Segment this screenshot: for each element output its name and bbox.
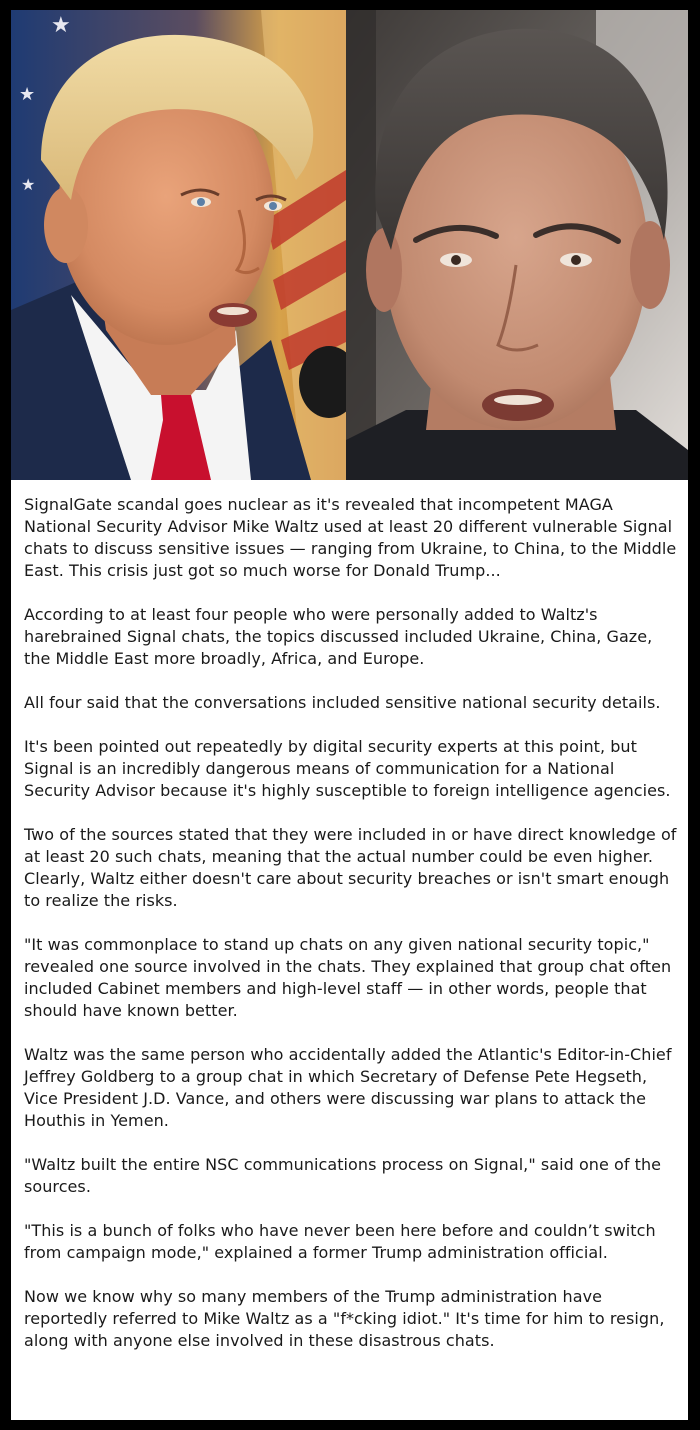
paragraph: It's been pointed out repeatedly by digital security experts at this point, but Signal is an incredibly dangerous means of communication for a National Security Advisor because it's highly susceptible to foreign intelligence agencies. bbox=[24, 737, 671, 800]
paragraph: All four said that the conversations included sensitive national security details. bbox=[24, 693, 661, 712]
post-card bbox=[11, 10, 688, 1420]
paragraph: "Waltz built the entire NSC communications process on Signal," said one of the sources. bbox=[24, 1155, 662, 1196]
waltz-photo bbox=[346, 10, 688, 480]
svg-text:★: ★ bbox=[51, 13, 71, 38]
header-photos bbox=[11, 10, 688, 480]
paragraph: Waltz was the same person who accidentally added the Atlantic's Editor-in-Chief Jeffrey Goldberg to a group chat in which Secretary of Defense Pete Hegseth, Vice President J.D. Vance, and others were discussing war plans to attack the Houthis in Yemen. bbox=[24, 1045, 672, 1130]
svg-text:★: ★ bbox=[19, 84, 36, 105]
paragraph: Now we know why so many members of the Trump administration have reportedly referred to Mike Waltz as a "f*cking idiot." It's time for him to resign, along with anyone else involved in these disastrous chats. bbox=[24, 1287, 665, 1350]
svg-text:★: ★ bbox=[21, 175, 36, 194]
trump-photo bbox=[11, 10, 346, 480]
paragraph: "This is a bunch of folks who have never been here before and couldn’t switch from campaign mode," explained a former Trump administration official. bbox=[24, 1221, 656, 1262]
paragraph: Two of the sources stated that they were included in or have direct knowledge of at least 20 such chats, meaning that the actual number could be even higher. Clearly, Waltz either doesn't care about security breaches or isn't smart enough to realize the risks. bbox=[24, 825, 677, 910]
paragraph: "It was commonplace to stand up chats on any given national security topic," revealed one source involved in the chats. They explained that group chat often included Cabinet members and high-level staff — in other words, people that should have known better. bbox=[24, 935, 672, 1020]
article-body bbox=[24, 494, 680, 1352]
paragraph: SignalGate scandal goes nuclear as it's revealed that incompetent MAGA National Security Advisor Mike Waltz used at least 20 different vulnerable Signal chats to discuss sensitive issues — ranging from Ukraine, to China, to the Middle East. This crisis just got so much worse for Donald Trump... bbox=[24, 495, 677, 580]
paragraph: According to at least four people who were personally added to Waltz's harebrained Signal chats, the topics discussed included Ukraine, China, Gaze, the Middle East more broadly, Africa, and Europe. bbox=[24, 605, 653, 668]
